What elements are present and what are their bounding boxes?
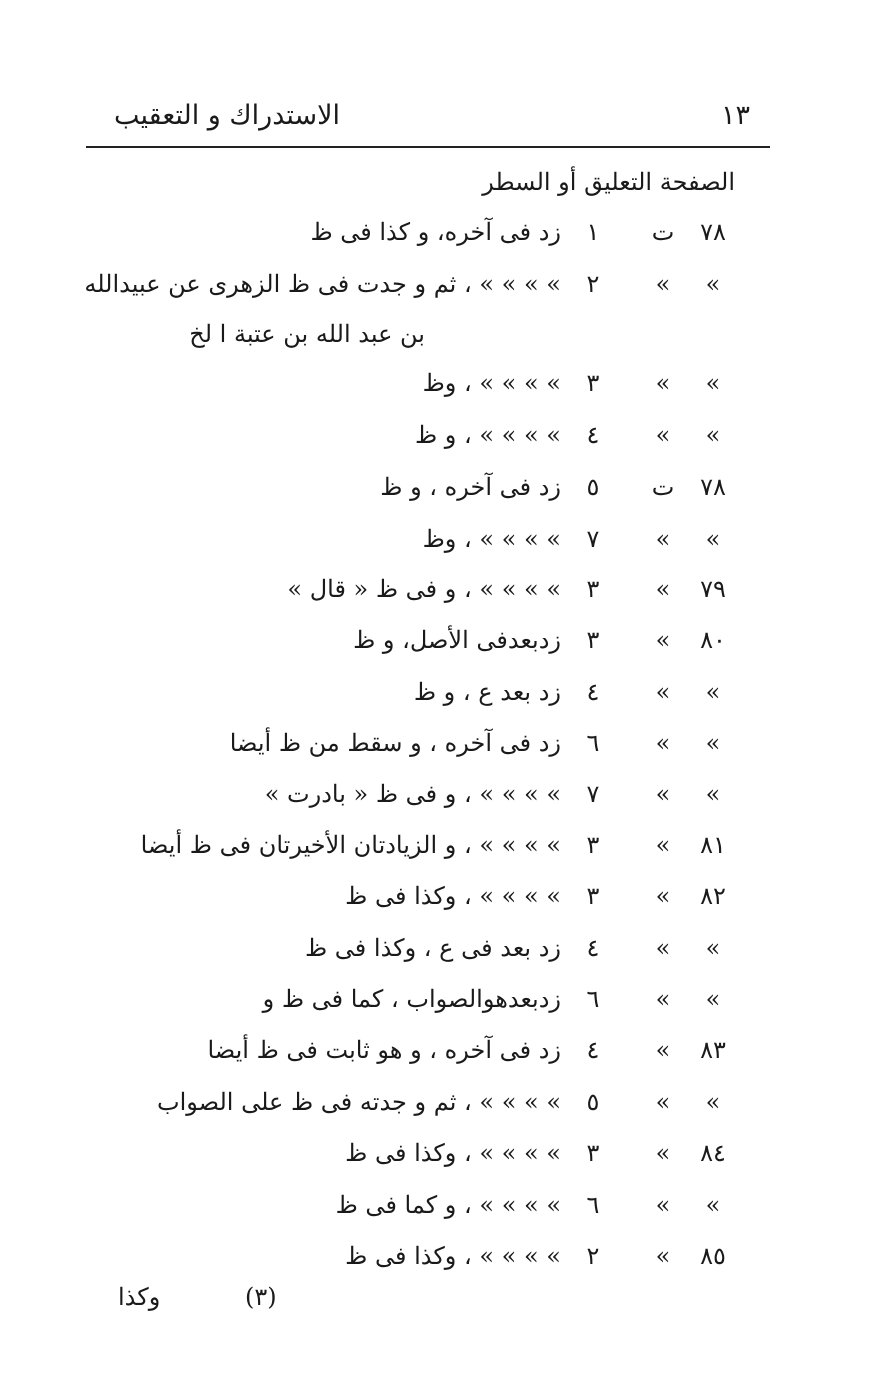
page-cell: ٨٥: [700, 1242, 726, 1270]
text-cell: » » » » ، و فى ظ « بادرت »: [264, 780, 561, 808]
page-cell: ٨٤: [700, 1139, 726, 1167]
table-row: [0, 882, 873, 922]
page-cell: »: [705, 985, 721, 1013]
page-footer: [0, 1283, 873, 1323]
page-cell: »: [705, 1191, 721, 1219]
text-cell: » » » » ، ثم و جدته فى ظ على الصواب: [156, 1088, 561, 1116]
text-cell: » » » » ، وكذا فى ظ: [345, 882, 561, 910]
line-cell: ٣: [586, 1139, 600, 1167]
note-cell: »: [655, 1242, 671, 1270]
text-cell: زد فى آخره، و كذا فى ظ: [310, 218, 561, 246]
text-cell: » » » » ، و كما فى ظ: [335, 1191, 561, 1219]
text-cell: زد بعد فى ع ، وكذا فى ظ: [304, 934, 561, 962]
text-cell: زد بعد ع ، و ظ: [413, 678, 561, 706]
line-cell: ٥: [586, 1088, 600, 1116]
text-cell: » » » » ، ثم و جدت فى ظ الزهرى عن عبيدالله: [84, 270, 561, 298]
column-header: الصفحة التعليق أو السطر: [482, 168, 735, 196]
text-cell: » » » » ، وظ: [422, 369, 561, 397]
line-cell: ٣: [586, 575, 600, 603]
table-row: [0, 1139, 873, 1179]
line-cell: ٤: [586, 678, 600, 706]
note-cell: »: [655, 575, 671, 603]
page-cell: »: [705, 1088, 721, 1116]
line-cell: ٣: [586, 369, 600, 397]
page-cell: »: [705, 729, 721, 757]
note-cell: »: [655, 678, 671, 706]
text-cell: » » » » ، و فى ظ « قال »: [287, 575, 561, 603]
note-cell: ت: [651, 473, 675, 501]
line-cell: ٣: [586, 882, 600, 910]
note-cell: »: [655, 270, 671, 298]
table-row: [0, 1088, 873, 1128]
page-cell: ٨٢: [700, 882, 726, 910]
line-cell: ٤: [586, 934, 600, 962]
text-cell: زد فى آخره ، و هو ثابت فى ظ أيضا: [207, 1036, 561, 1064]
table-row: [0, 1191, 873, 1231]
text-cell: » » » » ، و ظ: [414, 421, 561, 449]
table-row: [0, 831, 873, 871]
line-cell: ٢: [586, 270, 600, 298]
signature-mark: (٣): [245, 1283, 277, 1311]
line-cell: ٦: [586, 985, 600, 1013]
table-row: [0, 1036, 873, 1076]
note-cell: »: [655, 1036, 671, 1064]
line-cell: ٧: [586, 780, 600, 808]
page-cell: »: [705, 525, 721, 553]
note-cell: »: [655, 1088, 671, 1116]
line-cell: ٤: [586, 421, 600, 449]
page-cell: ٨٣: [700, 1036, 726, 1064]
line-cell: ٣: [586, 626, 600, 654]
line-cell: ٦: [586, 1191, 600, 1219]
page-cell: »: [705, 270, 721, 298]
text-cell: » » » » ، و الزيادتان الأخيرتان فى ظ أيضا: [140, 831, 561, 859]
note-cell: »: [655, 780, 671, 808]
table-row: [0, 369, 873, 409]
table-row: [0, 421, 873, 461]
page-cell: »: [705, 780, 721, 808]
line-cell: ٥: [586, 473, 600, 501]
table-row: [0, 525, 873, 565]
table-row: [0, 626, 873, 666]
text-cell: زد فى آخره ، و سقط من ظ أيضا: [229, 729, 561, 757]
table-row: [0, 729, 873, 769]
running-title: الاستدراك و التعقيب: [114, 100, 341, 131]
page-cell: ٧٨: [700, 473, 726, 501]
note-cell: »: [655, 882, 671, 910]
note-cell: »: [655, 1191, 671, 1219]
note-cell: »: [655, 934, 671, 962]
line-cell: ٤: [586, 1036, 600, 1064]
page-cell: »: [705, 369, 721, 397]
text-cell: » » » » ، وكذا فى ظ: [345, 1242, 561, 1270]
text-cell: » » » » ، وكذا فى ظ: [345, 1139, 561, 1167]
page-cell: ٧٩: [700, 575, 726, 603]
note-cell: »: [655, 985, 671, 1013]
note-cell: »: [655, 369, 671, 397]
text-cell: زد فى آخره ، و ظ: [380, 473, 561, 501]
text-cell: » » » » ، وظ: [422, 525, 561, 553]
note-cell: »: [655, 729, 671, 757]
page-cell: »: [705, 934, 721, 962]
page-cell: ٨٠: [700, 626, 726, 654]
note-cell: »: [655, 421, 671, 449]
text-cell: زدبعدهوالصواب ، كما فى ظ و: [262, 985, 561, 1013]
table-row: [0, 575, 873, 615]
table-row: [0, 934, 873, 974]
line-cell: ٣: [586, 831, 600, 859]
running-header: [86, 96, 770, 148]
note-cell: »: [655, 831, 671, 859]
catchword: وكذا: [118, 1283, 161, 1311]
line-cell: ٧: [586, 525, 600, 553]
page-cell: ٧٨: [700, 218, 726, 246]
table-row: [0, 678, 873, 718]
line-cell: ٢: [586, 1242, 600, 1270]
table-row: [0, 473, 873, 513]
table-row: [0, 218, 873, 258]
note-cell: ت: [651, 218, 675, 246]
line-cell: ٦: [586, 729, 600, 757]
table-row: [0, 780, 873, 820]
line-cell: ١: [586, 218, 600, 246]
continuation-line: بن عبد الله بن عتبة ا لخ: [189, 320, 425, 348]
note-cell: »: [655, 626, 671, 654]
table-row: [0, 985, 873, 1025]
table-row: [0, 1242, 873, 1282]
page-cell: »: [705, 678, 721, 706]
page-cell: »: [705, 421, 721, 449]
note-cell: »: [655, 1139, 671, 1167]
table-row: [0, 270, 873, 310]
note-cell: »: [655, 525, 671, 553]
page-number: ١٣: [720, 100, 750, 131]
page-cell: ٨١: [700, 831, 726, 859]
text-cell: زدبعدفى الأصل، و ظ: [353, 626, 561, 654]
